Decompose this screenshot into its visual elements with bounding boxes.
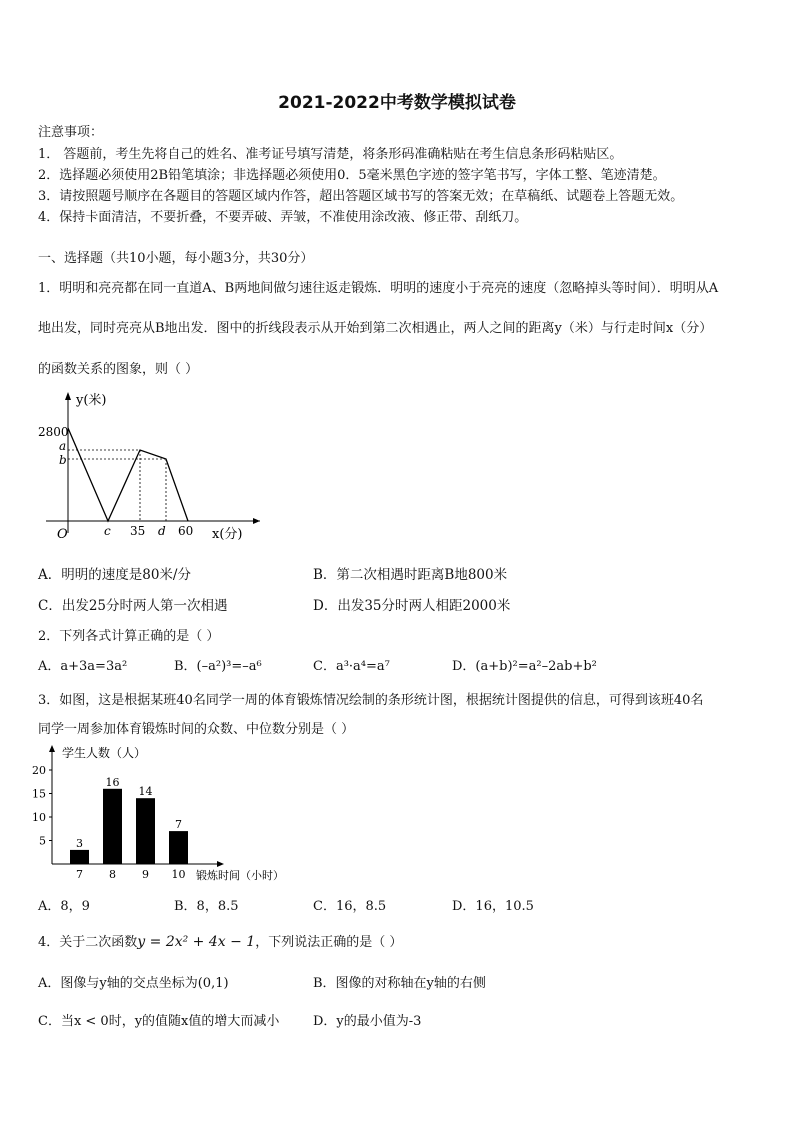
bar xyxy=(70,850,89,864)
q4-option-a: A．图像与y轴的交点坐标为(0,1) xyxy=(38,976,229,991)
q2-option-b: B．(–a²)³=–a⁶ xyxy=(174,659,262,674)
q4-option-b: B．图像的对称轴在y轴的右侧 xyxy=(313,976,486,991)
bar-y-axis-arrow xyxy=(49,745,55,752)
q2-option-d: D．(a+b)²=a²–2ab+b² xyxy=(452,659,597,674)
q4-option-d: D．y的最小值为-3 xyxy=(313,1014,422,1029)
y-tick-label: 10 xyxy=(32,811,46,824)
y-axis-label: y(米) xyxy=(76,393,107,408)
q3-option-a: A．8，9 xyxy=(38,899,90,914)
bar xyxy=(103,789,122,864)
category-label: 9 xyxy=(142,868,149,881)
category-label: 8 xyxy=(109,868,116,881)
category-label: 10 xyxy=(171,868,186,881)
q4-stem xyxy=(38,931,402,950)
bar xyxy=(169,831,188,864)
section-heading: 一、选择题（共10小题，每小题3分，共30分） xyxy=(38,251,314,266)
category-label: 7 xyxy=(76,868,83,881)
x-tick-c: c xyxy=(104,524,111,538)
q3-stem-line: 同学一周参加体育锻炼时间的众数、中位数分别是（ ） xyxy=(38,722,355,737)
q2-option-c: C．a³·a⁴=a⁷ xyxy=(313,659,390,674)
q4-stem-post: ，下列说法正确的是（ ） xyxy=(255,935,403,950)
x-tick-35: 35 xyxy=(130,524,146,538)
y-tick-label: 20 xyxy=(32,764,46,777)
notice-heading: 注意事项： xyxy=(38,125,104,140)
q2-stem: 2．下列各式计算正确的是（ ） xyxy=(38,629,220,644)
q1-option-d: D．出发35分时两人相距2000米 xyxy=(313,598,511,614)
q3-option-b: B．8，8.5 xyxy=(174,899,239,914)
q1-stem-line: 的函数关系的图象，则（ ） xyxy=(38,362,199,377)
q1-option-b: B．第二次相遇时距离B地800米 xyxy=(313,567,508,583)
y-tick-a: a xyxy=(59,439,67,453)
notice-item: 1． 答题前，考生先将自己的姓名、准考证号填写清楚，将条形码准确粘贴在考生信息条形码粘贴区。 xyxy=(38,147,623,162)
q4-formula: y = 2x² + 4x − 1 xyxy=(137,934,256,950)
y-tick-label: 15 xyxy=(32,787,46,801)
x-axis-label: x(分) xyxy=(212,527,243,542)
q3-option-d: D．16，10.5 xyxy=(452,899,534,914)
notice-item: 2．选择题必须使用2B铅笔填涂；非选择题必须使用0．5毫米黑色字迹的签字笔书写，字体工整、笔迹清楚。 xyxy=(38,168,666,183)
notice-item: 3．请按照题号顺序在各题目的答题区域内作答，超出答题区域书写的答案无效；在草稿纸、试题卷上答题无效。 xyxy=(38,189,684,204)
notice-item: 4．保持卡面清洁，不要折叠，不要弄破、弄皱，不准使用涂改液、修正带、刮纸刀。 xyxy=(38,210,528,225)
q1-option-c: C．出发25分时两人第一次相遇 xyxy=(38,598,228,614)
q4-option-c: C．当x < 0时，y的值随x值的增大而减小 xyxy=(38,1014,280,1029)
origin-label: O xyxy=(57,527,68,542)
exercise-bar-chart xyxy=(30,742,310,888)
bar-value-label: 16 xyxy=(105,775,120,789)
bar-x-axis-label: 锻炼时间（小时） xyxy=(196,869,284,882)
distance-polyline xyxy=(68,428,188,521)
y-tick-2800: 2800 xyxy=(38,425,69,439)
y-tick-b: b xyxy=(59,453,67,467)
y-axis-arrow xyxy=(65,392,71,400)
q3-option-c: C．16，8.5 xyxy=(313,899,387,914)
bar-value-label: 14 xyxy=(138,785,153,799)
bar-x-axis-arrow xyxy=(217,861,224,867)
q4-stem-pre: 4．关于二次函数 xyxy=(38,935,138,950)
bar-y-axis-label: 学生人数（人） xyxy=(62,746,147,760)
x-tick-d: d xyxy=(158,524,166,538)
page-title: 2021-2022中考数学模拟试卷 xyxy=(278,93,516,113)
bar xyxy=(136,798,155,864)
bar-value-label: 3 xyxy=(76,836,83,850)
q2-option-a: A．a+3a=3a² xyxy=(38,659,128,674)
q1-stem-line: 1．明明和亮亮都在同一直道A、B两地间做匀速往返走锻炼．明明的速度小于亮亮的速度（忽略掉头等时间）．明明从A xyxy=(38,281,719,296)
q1-option-a: A．明明的速度是80米/分 xyxy=(38,567,191,583)
x-axis-arrow xyxy=(253,518,260,524)
q1-distance-graph xyxy=(36,388,276,548)
y-tick-label: 5 xyxy=(39,834,46,848)
q3-stem-line: 3．如图，这是根据某班40名同学一周的体育锻炼情况绘制的条形统计图，根据统计图提供的信息，可得到该班40名 xyxy=(38,693,704,708)
x-tick-60: 60 xyxy=(178,524,194,538)
q1-stem-line: 地出发，同时亮亮从B地出发．图中的折线段表示从开始到第二次相遇止，两人之间的距离y（米）与行走时间x（分） xyxy=(38,321,713,336)
bar-value-label: 7 xyxy=(175,818,182,832)
